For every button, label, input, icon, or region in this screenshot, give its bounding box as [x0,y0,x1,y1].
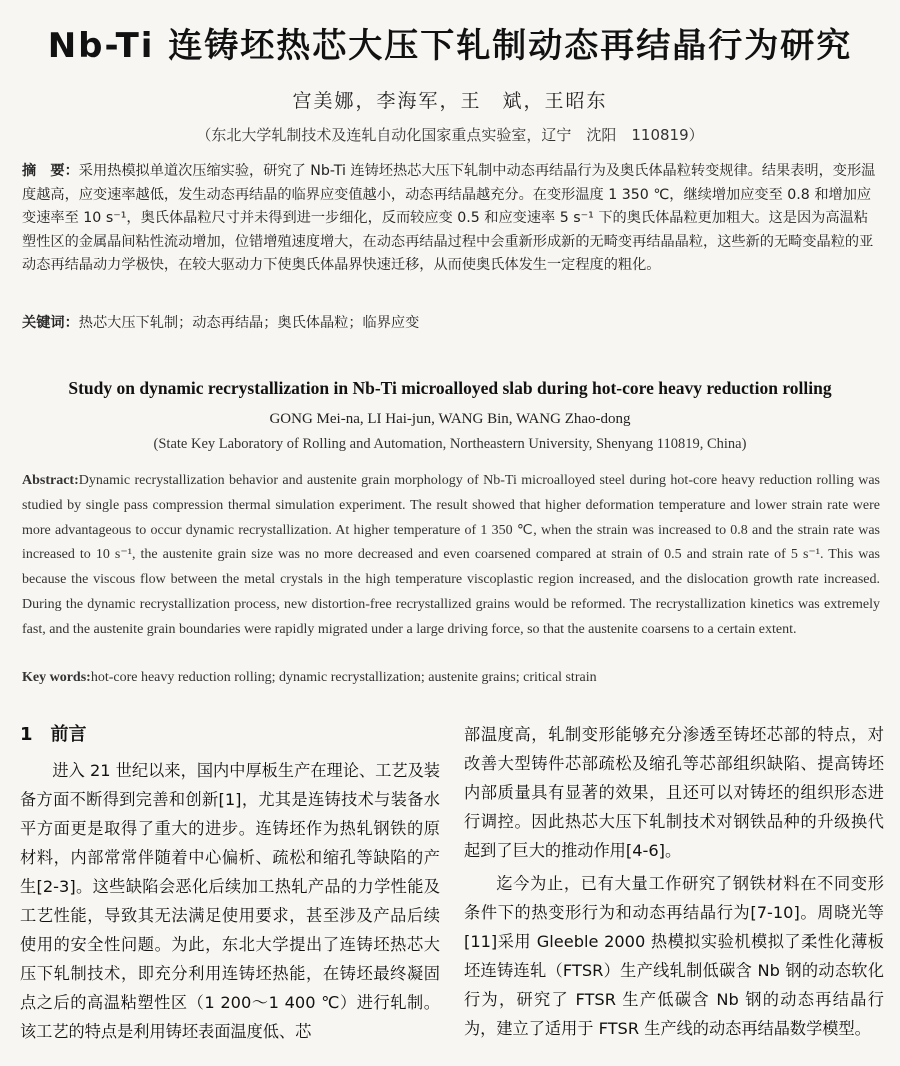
body-column-right [464,720,884,1043]
section-heading-introduction: 1 前言 [20,724,87,745]
keywords-cn [22,312,880,332]
keywords-en [22,670,880,686]
body-paragraph: 部温度高，轧制变形能够充分渗透至铸坯芯部的特点，对改善大型铸件芯部疏松及缩孔等芯部组织缺陷、提高铸坯内部质量具有显著的效果，且还可以对铸坯的组织形态进行调控。因此热芯大压下轧制技术对钢铁品种的升级换代起到了巨大的推动作用[4-6]。 [464,725,884,860]
paper-title: Nb-Ti 连铸坯热芯大压下轧制动态再结晶行为研究 [47,26,853,66]
abstract-cn-text: 采用热模拟单道次压缩实验，研究了 Nb-Ti 连铸坯热芯大压下轧制中动态再结晶行为及奥氏体晶粒转变规律。结果表明，变形温度越高，应变速率越低，发生动态再结晶的临界应变值越小，动态再结晶越充分。在变形温度 1 350 ℃，继续增加应变至 0.8 和增加应变速率至 10 s⁻¹，奥氏体晶粒尺寸并未得到进一步细化，反而较应变 0.5 和应变速率 5 s⁻¹ 下的奥氏体晶粒更加粗大。这是因为高温粘塑性区的金属晶间粘性流动增加，位错增殖速度增大，在动态再结晶过程中会重新形成新的无畸变再结晶晶粒，这些新的无畸变晶粒的亚动态再结晶动力学极快，在较大驱动力下使奥氏体晶界快速迁移，从而使奥氏体发生一定程度的粗化。 [22,163,876,274]
abstract-cn-label: 摘 要： [22,163,79,179]
keywords-en-label: Key words: [22,670,91,685]
body-paragraph: 迄今为止，已有大量工作研究了钢铁材料在不同变形条件下的热变形行为和动态再结晶行为[7-10]。周晓光等[11]采用 Gleeble 2000 热模拟实验机模拟了柔性化薄板坯连铸连轧（FTSR）生产线轧制低碳含 Nb 钢的动态软化行为，研究了 FTSR 生产低碳含 Nb 钢的动态再结晶行为，建立了适用于 FTSR 生产线的动态再结晶数学模型。 [464,874,884,1038]
body-column-left [20,720,440,1046]
abstract-en-text: Dynamic recrystallization behavior and austenite grain morphology of Nb-Ti microalloyed steel during hot-core heavy reduction rolling was studied by single pass compression thermal simulation experiment. The result showed that higher deformation temperature and lower strain rate were more advantageous to occur dynamic recrystallization. At higher temperature of 1 350 ℃, when the strain was increased to 0.8 and the strain rate was increased to 10 s⁻¹, the austenite grain size was no more decreased and even coarsened compared at strain of 0.5 and strain rate of 5 s⁻¹. This was because the viscous flow between the metal crystals in the high temperature viscoplastic region increased, and the dislocation growth rate increased. During the dynamic recrystallization process, new distortion-free recrystallized grains would be reformed. The recrystallization kinetics was extremely fast, and the austenite grain boundaries were rapidly migrated under a large driving force, so that the austenite coarsens to a certain extent. [22,473,880,637]
keywords-cn-text: 热芯大压下轧制；动态再结晶；奥氏体晶粒；临界应变 [78,315,420,331]
abstract-en-label: Abstract: [22,473,79,488]
authors-cn: 宫美娜，李海军，王 斌，王昭东 [292,90,608,112]
body-paragraph: 进入 21 世纪以来，国内中厚板生产在理论、工艺及装备方面不断得到完善和创新[1]，尤其是连铸技术与装备水平方面更是取得了重大的进步。连铸坯作为热轧钢铁的原材料，内部常常伴随着中心偏析、疏松和缩孔等缺陷的产生[2-3]。这些缺陷会恶化后续加工热轧产品的力学性能及工艺性能，导致其无法满足使用要求，甚至涉及产品后续使用的安全性问题。为此，东北大学提出了连铸坯热芯大压下轧制技术，即充分利用连铸坯热能，在铸坯最终凝固点之后的高温粘塑性区（1 200～1 400 ℃）进行轧制。该工艺的特点是利用铸坯表面温度低、芯 [20,761,440,1041]
keywords-cn-label: 关键词： [22,315,79,331]
abstract-en [22,469,880,643]
affiliation-en: (State Key Laboratory of Rolling and Automation, Northeastern University, Shenyang 110819, China) [153,436,747,452]
abstract-cn [22,160,880,278]
keywords-en-text: hot-core heavy reduction rolling; dynamic recrystallization; austenite grains; critical strain [90,670,597,685]
authors-en: GONG Mei-na, LI Hai-jun, WANG Bin, WANG Zhao-dong [269,411,631,427]
paper-title-en: Study on dynamic recrystallization in Nb-Ti microalloyed slab during hot-core heavy reduction rolling [68,378,832,398]
affiliation-cn: （东北大学轧制技术及连轧自动化国家重点实验室，辽宁 沈阳 110819） [196,126,704,144]
